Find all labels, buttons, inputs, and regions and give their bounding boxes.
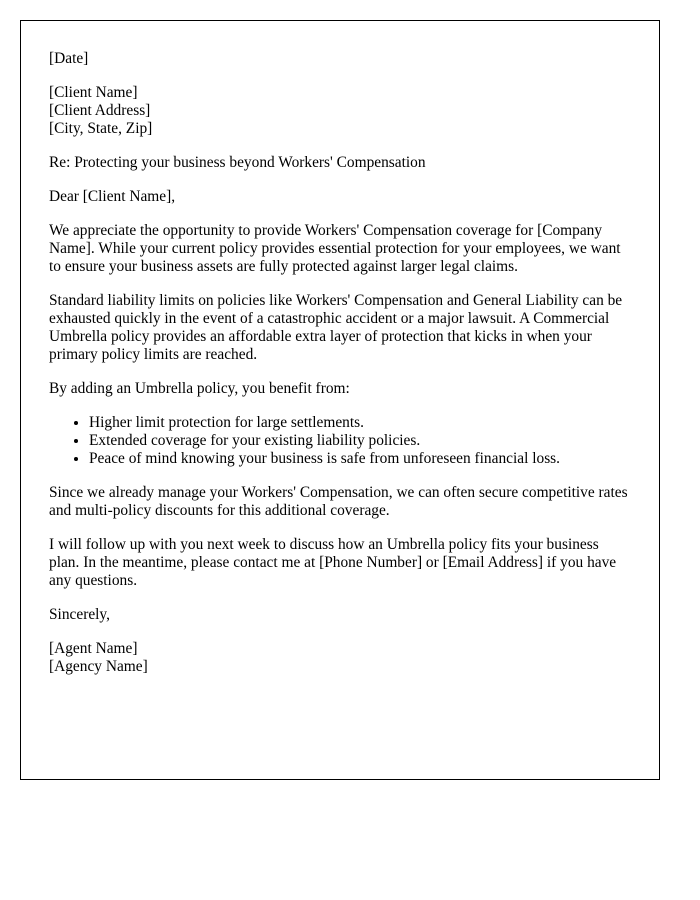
letter-date: [Date] [49, 50, 89, 67]
body-paragraph-3: Since we already manage your Workers' Compensation, we can often secure competitive rates and multi-policy discounts for this additional coverage. [49, 484, 628, 519]
recipient-name: [Client Name] [49, 84, 138, 101]
benefits-intro-block [49, 380, 631, 398]
salutation-block [49, 188, 631, 206]
body-paragraph-1: We appreciate the opportunity to provide Workers' Compensation coverage for [Company Name]. While your current policy provides essential protection for your employees, we want to ensure your business assets are fully protected against larger legal claims. [49, 222, 621, 275]
body-paragraph-1-block [49, 222, 631, 276]
body-paragraph-2: Standard liability limits on policies like Workers' Compensation and General Liability can be exhausted quickly in the event of a catastrophic accident or a major lawsuit. A Commercial Umbrella policy provides an affordable extra layer of protection that kicks in when your primary policy limits are reached. [49, 292, 623, 363]
agent-name: [Agent Name] [49, 640, 138, 657]
benefits-list [49, 414, 631, 468]
body-paragraph-3-block [49, 484, 631, 520]
recipient-address: [Client Address] [49, 102, 151, 119]
signature-block [49, 640, 631, 676]
benefit-item: • Higher limit protection for large settlements. [89, 414, 631, 432]
letter-page [20, 20, 660, 780]
letter-salutation: Dear [Client Name], [49, 188, 176, 205]
agency-name: [Agency Name] [49, 658, 148, 675]
recipient-city-state-zip: [City, State, Zip] [49, 120, 153, 137]
subject-block [49, 154, 631, 172]
body-paragraph-4: I will follow up with you next week to discuss how an Umbrella policy fits your business plan. In the meantime, please contact me at [Phone Number] or [Email Address] if you have any questions. [49, 536, 617, 589]
letter-closing: Sincerely, [49, 606, 110, 623]
benefit-item: • Extended coverage for your existing liability policies. [89, 432, 631, 450]
closing-block [49, 606, 631, 624]
recipient-address-block [49, 84, 631, 138]
letter-subject: Re: Protecting your business beyond Workers' Compensation [49, 154, 426, 171]
body-paragraph-2-block [49, 292, 631, 364]
benefit-item: • Peace of mind knowing your business is safe from unforeseen financial loss. [89, 450, 631, 468]
benefits-intro: By adding an Umbrella policy, you benefit from: [49, 380, 350, 397]
body-paragraph-4-block [49, 536, 631, 590]
letter-date-block [49, 50, 631, 68]
